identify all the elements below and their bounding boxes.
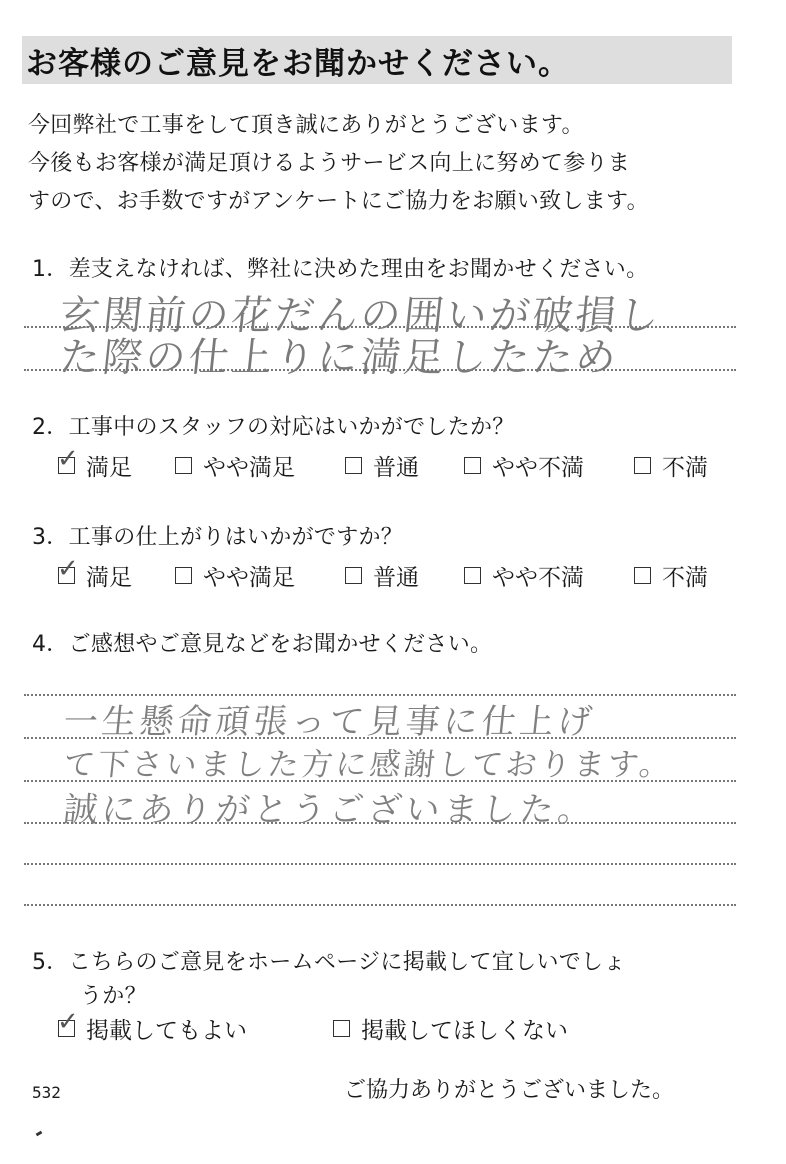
checkbox[interactable] [175,457,192,474]
answer-line [24,904,736,906]
handwritten-answer-4-line-2: て下さいました方に感謝しております。 [61,747,676,783]
answer-line [24,863,736,865]
checkbox[interactable] [57,1007,79,1037]
option-label: 不満 [662,565,708,591]
q2-option-1[interactable] [57,444,132,482]
closing-thanks: ご協力ありがとうございました。 [344,1078,675,1103]
option-label: やや不満 [492,455,584,481]
option-label: 満足 [86,455,132,481]
option-label: 掲載してほしくない [361,1018,568,1044]
option-label: 掲載してもよい [86,1018,247,1044]
question-3: 3．工事の仕上がりはいかがですか？ [32,525,404,550]
intro-line-2: 今後もお客様が満足頂けるようサービス向上に努めて参りま [28,151,631,176]
question-5-continued: うか？ [80,984,147,1009]
handwritten-answer-4-line-3: 誠にありがとうございました。 [61,790,598,830]
handwritten-answer-1-line-1: 玄関前の花だんの囲いが破損し [57,293,665,339]
option-label: やや満足 [203,565,295,591]
option-label: 満足 [86,565,132,591]
checkbox[interactable] [345,457,362,474]
q3-option-3[interactable] [345,559,419,592]
checkbox[interactable] [464,457,481,474]
checkbox[interactable] [345,567,362,584]
option-label: 普通 [373,565,419,591]
q3-option-4[interactable] [464,559,584,592]
q2-option-3[interactable] [345,449,419,482]
checkbox[interactable] [57,554,79,584]
checkbox[interactable] [634,457,651,474]
intro-line-3: すので、お手数ですがアンケートにご協力をお願い致します。 [28,189,649,214]
option-label: 普通 [373,455,419,481]
question-4: 4．ご感想やご意見などをお聞かせください。 [32,632,493,657]
intro-line-1: 今回弊社で工事をして頂き誠にありがとうございます。 [28,113,584,138]
q2-option-4[interactable] [464,449,584,482]
check-mark-icon: ✓ [57,444,79,474]
checkbox[interactable] [175,567,192,584]
page-number: 532 [32,1083,61,1102]
q3-option-5[interactable] [634,559,708,592]
q3-option-2[interactable] [175,559,295,592]
checkbox[interactable] [57,444,79,474]
question-2: 2．工事中のスタッフの対応はいかがでしたか？ [32,415,515,440]
check-mark-icon: ✓ [57,554,79,584]
check-mark-icon: ✓ [57,1007,79,1037]
question-1: 1．差支えなければ、弊社に決めた理由をお聞かせください。 [32,257,649,282]
question-5: 5．こちらのご意見をホームページに掲載して宜しいでしょ [32,950,626,975]
checkbox[interactable] [634,567,651,584]
q2-option-5[interactable] [634,449,708,482]
option-label: やや不満 [492,565,584,591]
q5-option-1[interactable] [57,1007,247,1045]
stray-mark [36,1131,43,1137]
checkbox[interactable] [333,1020,350,1037]
q3-option-1[interactable] [57,554,132,592]
q5-option-2[interactable] [333,1012,568,1045]
handwritten-answer-4-line-1: 一生懸命頑張って見事に仕上げ [61,702,598,742]
q2-option-2[interactable] [175,449,295,482]
page-title: お客様のご意見をお聞かせください。 [26,46,570,82]
handwritten-answer-1-line-2: た際の仕上りに満足したため [57,335,622,381]
checkbox[interactable] [464,567,481,584]
option-label: 不満 [662,455,708,481]
option-label: やや満足 [203,455,295,481]
